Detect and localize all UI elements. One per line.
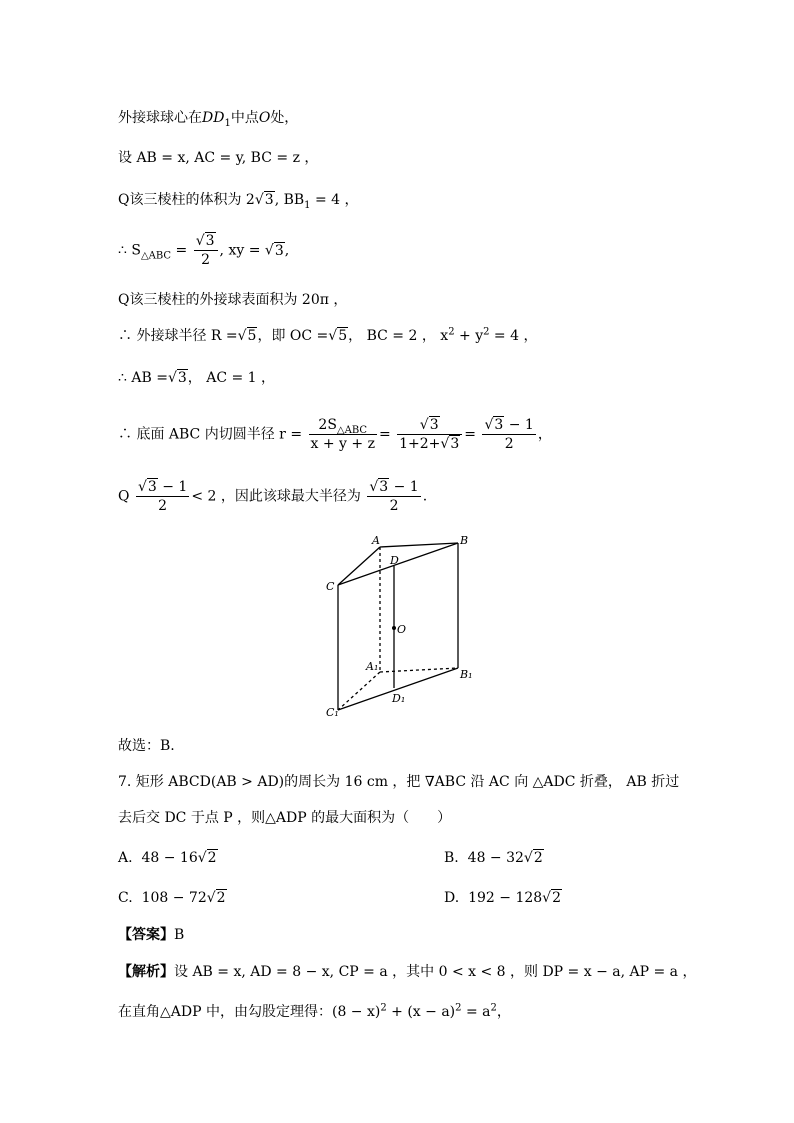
- edge-a1-b1-hidden: [380, 668, 458, 672]
- edge-a-b: [380, 543, 458, 547]
- fraction: $\frac{√3 - 1}{2}$: [137, 479, 188, 514]
- label-a1: A₁: [366, 660, 379, 673]
- analysis-line-2: 在直角△ADP 中，由勾股定理得：$(8 - x)^2 + (x - a)^2 = a^2$，: [118, 1002, 511, 1020]
- edge-a1-c1-hidden: [338, 672, 380, 710]
- prism-figure: [300, 530, 500, 725]
- center-o-point: [392, 626, 396, 630]
- fraction: $\frac{2S_{\triangle ABC}}{x + y + z}$: [310, 417, 375, 452]
- option-d[interactable]: D. 192 − 128√2: [444, 890, 562, 906]
- label-d: D: [390, 554, 399, 567]
- text-line-7: ∴ AB =√3， AC = 1 ，: [118, 370, 276, 386]
- fraction: $\frac{√3}{1+2+√3}$: [397, 416, 462, 453]
- label-o: O: [397, 623, 407, 636]
- fraction: $\frac{√3 - 1}{2}$: [484, 417, 534, 452]
- answer-line: 【答案】B: [118, 927, 185, 943]
- label-b: B: [460, 534, 469, 547]
- option-a[interactable]: A. 48 − 16√2: [118, 850, 217, 866]
- analysis-line-1: 【解析】设 AB = x, AD = 8 − x, CP = a ，其中 0 < x < 8 ，则 DP = x − a, AP = a ，: [118, 964, 697, 980]
- text-line-8: ∴ 底面 ABC 内切圆半径 r = $\frac{2S_{\triangle ABC}}{x + y + z}$ = $\frac{√3}{1+2+√3}$ = $\frac{√3 - 1}{2}$ ，: [118, 417, 552, 452]
- label-c: C: [326, 580, 335, 593]
- option-c[interactable]: C. 108 − 72√2: [118, 890, 226, 906]
- fraction: $\frac{√3 - 1}{2}$: [369, 479, 419, 514]
- q7-line-2: 去后交 DC 于点 P ，则△ADP 的最大面积为（ ）: [118, 810, 452, 826]
- label-c1: C₁: [326, 706, 339, 719]
- fraction: $\frac{√3}{2}$: [194, 232, 218, 269]
- text-line-1: 外接球球心在$DD_1$中点O处，: [118, 110, 299, 129]
- previous-answer: 故选：B.: [118, 738, 175, 754]
- edge-a-c: [338, 547, 380, 585]
- text-line-5: Q该三棱柱的外接球表面积为 20π ，: [118, 292, 348, 308]
- label-b1: B₁: [460, 668, 473, 681]
- option-b[interactable]: B. 48 − 32√2: [444, 850, 543, 866]
- label-a: A: [372, 534, 380, 547]
- label-d1: D₁: [392, 692, 406, 705]
- text-line-2: 设 AB = x, AC = y, BC = z ，: [118, 150, 319, 166]
- text-line-3: Q该三棱柱的体积为 2√3, $BB_1 = 4$ ，: [118, 192, 359, 211]
- text-line-4: ∴ $S_{\triangle ABC}$ = $\frac{√3}{2}$ , xy = √3,: [118, 233, 290, 268]
- text-line-9: Q $\frac{√3 - 1}{2}$ < 2 ，因此该球最大半径为 $\frac{√3 - 1}{2}$ .: [118, 479, 428, 514]
- text-line-6: ∴ 外接球半径 R =√5，即 OC =√5， BC = 2 ， $x^2 + y^2 = 4$ ，: [118, 326, 538, 344]
- q7-line-1: 7. 矩形 ABCD(AB > AD)的周长为 16 cm ，把 ∇ABC 沿 AC 向 △ADC 折叠， AB 折过: [118, 774, 680, 790]
